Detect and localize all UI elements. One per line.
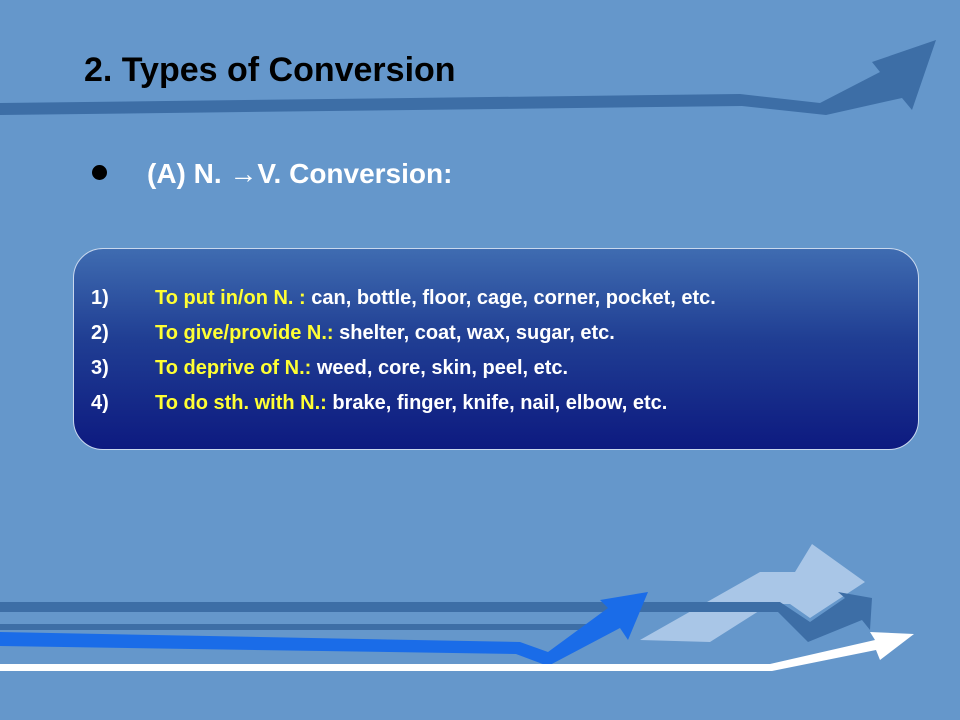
item-examples: brake, finger, knife, nail, elbow, etc. bbox=[326, 392, 668, 414]
item-number: 2) bbox=[91, 322, 109, 344]
item-number: 4) bbox=[91, 392, 109, 414]
item-number: 3) bbox=[91, 357, 109, 379]
item-number: 1) bbox=[91, 287, 109, 309]
conversion-list bbox=[74, 281, 918, 421]
list-item bbox=[74, 281, 918, 316]
item-lead: To do sth. with N.: bbox=[155, 392, 327, 414]
item-examples: shelter, coat, wax, sugar, etc. bbox=[333, 322, 615, 344]
list-item bbox=[74, 316, 918, 351]
bullet-dot-icon bbox=[92, 165, 107, 180]
item-lead: To deprive of N.: bbox=[155, 357, 312, 379]
list-item bbox=[74, 386, 918, 421]
item-lead: To give/provide N.: bbox=[155, 322, 334, 344]
item-text bbox=[155, 386, 667, 421]
item-lead: To put in/on N. : bbox=[155, 287, 306, 309]
trend-arrow-bottom bbox=[0, 544, 914, 671]
section-heading-text: (A) N. →V. Conversion: bbox=[147, 158, 453, 189]
item-text bbox=[155, 281, 716, 316]
item-examples: weed, core, skin, peel, etc. bbox=[311, 357, 569, 379]
item-text bbox=[155, 316, 615, 351]
item-examples: can, bottle, floor, cage, corner, pocket, etc. bbox=[305, 287, 716, 309]
item-text bbox=[155, 351, 568, 386]
list-item bbox=[74, 351, 918, 386]
examples-box bbox=[73, 248, 919, 450]
slide-title: 2. Types of Conversion bbox=[84, 51, 456, 89]
section-heading bbox=[92, 154, 452, 194]
